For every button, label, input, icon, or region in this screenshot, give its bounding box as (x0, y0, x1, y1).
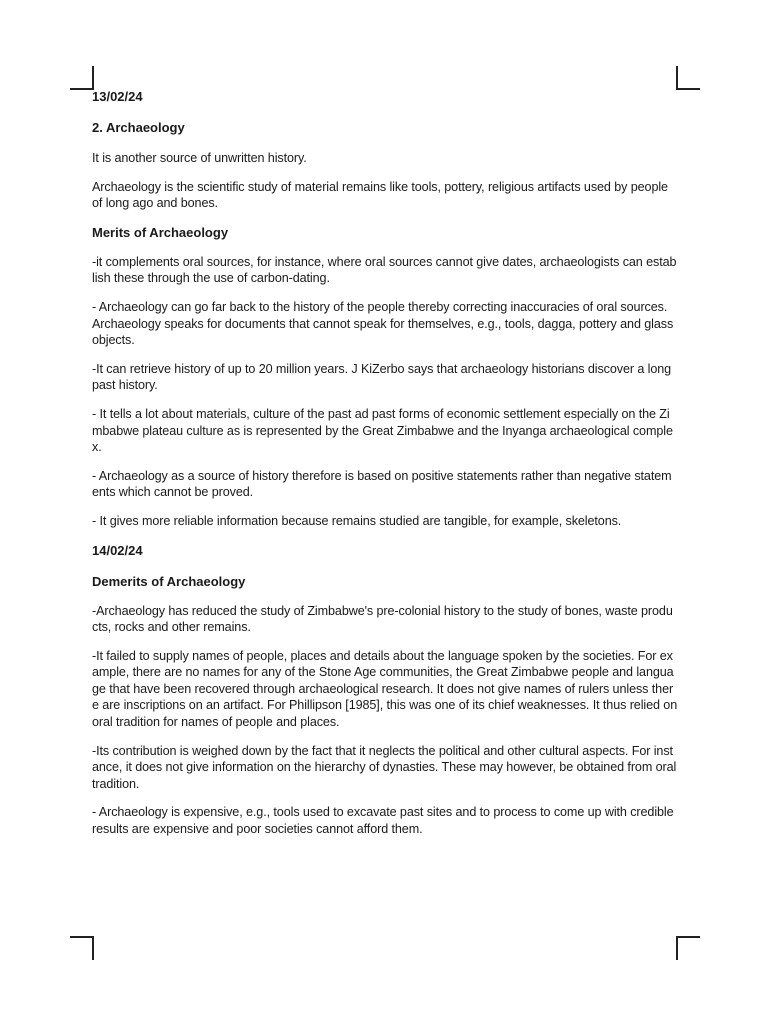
merit-paragraph: - Archaeology can go far back to the history of the people thereby correcting inaccuracies of oral sources. Archaeology speaks for documents that cannot speak for themselves, e.g., tools, dagga, pottery and glass objects. (92, 299, 674, 348)
definition-paragraph: Archaeology is the scientific study of material remains like tools, pottery, religious artifacts used by people of long ago and bones. (92, 179, 668, 211)
date-heading: 13/02/24 (92, 89, 143, 104)
merit-paragraph: -it complements oral sources, for instance, where oral sources cannot give dates, archaeologists can establish these through the use of carbon-dating. (92, 254, 677, 286)
crop-mark-bottom-right (676, 936, 700, 960)
date-heading: 14/02/24 (92, 542, 143, 558)
document-page (92, 88, 678, 850)
demerit-paragraph: - Archaeology is expensive, e.g., tools used to excavate past sites and to process to come up with credible results are expensive and poor societies cannot afford them. (92, 805, 674, 837)
demerit-paragraph: -Archaeology has reduced the study of Zimbabwe's pre-colonial history to the study of bones, waste products, rocks and other remains. (92, 603, 673, 635)
crop-mark-bottom-left (70, 936, 94, 960)
merit-paragraph: -It can retrieve history of up to 20 million years. J KiZerbo says that archaeology historians discover a long past history. (92, 361, 672, 393)
demerits-heading: Demerits of Archaeology (92, 573, 246, 589)
intro-paragraph: It is another source of unwritten history. (92, 151, 307, 165)
demerit-paragraph: -Its contribution is weighed down by the fact that it neglects the political and other cultural aspects. For instance, it does not give information on the hierarchy of dynasties. These may however, be obtained from oral tradition. (92, 743, 677, 791)
crop-mark-top-left (70, 66, 94, 90)
demerit-paragraph: -It failed to supply names of people, places and details about the language spoken by the societies. For example, there are no names for any of the Stone Age communities, the Great Zimbabwe people and language that have been recovered through archaeological research. It does not give names of rulers unless there are inscriptions on an artifact. For Phillipson [1985], this was one of its chief weaknesses. It thus relied on oral tradition for names of people and places. (92, 648, 678, 730)
section-title: 2. Archaeology (92, 120, 185, 135)
merits-heading: Merits of Archaeology (92, 224, 229, 240)
merit-paragraph: - It tells a lot about materials, culture of the past ad past forms of economic settlement especially on the Zimbabwe plateau culture as is represented by the Great Zimbabwe and the Inyanga archaeological complex. (92, 406, 673, 455)
merit-paragraph: - It gives more reliable information because remains studied are tangible, for example, skeletons. (92, 513, 622, 528)
crop-mark-top-right (676, 66, 700, 90)
merit-paragraph: - Archaeology as a source of history therefore is based on positive statements rather than negative statements which cannot be proved. (92, 468, 672, 500)
